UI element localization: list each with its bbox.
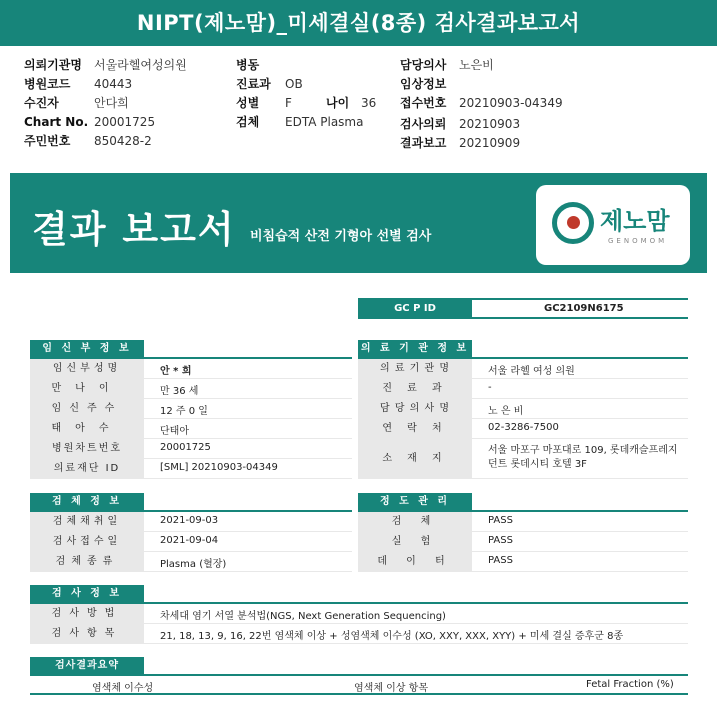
header-label: 결과보고 — [400, 136, 447, 150]
row-label: 검사접수일 — [30, 532, 144, 551]
genomom-logo — [536, 185, 690, 265]
header-label: 성별 — [236, 96, 260, 110]
logo-text: 제노맘 — [600, 207, 670, 235]
table-row — [30, 604, 688, 624]
table-row — [30, 552, 352, 572]
row-value: 12 주 0 일 — [160, 406, 208, 417]
header-label: 주민번호 — [24, 134, 71, 148]
row-value: 02-3286-7500 — [488, 422, 559, 433]
header-value: EDTA Plasma — [285, 115, 364, 129]
table-row — [30, 439, 352, 459]
institution-section-title: 의 료 기 관 정 보 — [358, 340, 472, 357]
row-value: 2021-09-04 — [160, 535, 219, 546]
gcp-id-value: GC2109N6175 — [544, 303, 624, 314]
qc-section-title: 정 도 관 리 — [358, 493, 472, 510]
row-label: 만나이 — [30, 379, 144, 398]
row-label: 의료재단 ID — [30, 459, 144, 478]
summary-column-header: 염색체 이상 항목 — [354, 683, 428, 694]
institution-table — [358, 359, 688, 479]
header-value: 20001725 — [94, 115, 156, 129]
table-row — [358, 379, 688, 399]
header-label: 검체 — [236, 115, 260, 129]
header-value: 서울라헬여성의원 — [94, 58, 187, 72]
row-label: 검체채취일 — [30, 512, 144, 531]
header-label: 검사의뢰 — [400, 117, 447, 131]
table-row — [30, 379, 352, 399]
row-label: 진 료 과 — [358, 379, 472, 398]
table-row — [30, 359, 352, 379]
table-row — [30, 624, 688, 644]
table-row — [358, 552, 688, 572]
header-label: 담당의사 — [400, 58, 447, 72]
header-label: 진료과 — [236, 77, 271, 91]
row-label: 임신부성명 — [30, 359, 144, 378]
row-label: 데 이 터 — [358, 552, 472, 571]
pregnancy-section-title: 임 신 부 정 보 — [30, 340, 144, 357]
row-value: 차세대 염기 서열 분석법(NGS, Next Generation Sequencing) — [160, 611, 446, 622]
summary-column-header: 염색체 이수성 — [92, 683, 154, 694]
age-label: 나이 — [326, 96, 350, 110]
table-row — [358, 532, 688, 552]
row-value: 만 36 세 — [160, 386, 199, 397]
table-row — [358, 512, 688, 532]
age-value: 36 — [361, 96, 377, 110]
row-value: 2021-09-03 — [160, 515, 219, 526]
header-value: 20210903-04349 — [459, 96, 563, 110]
genomom-logo-icon — [552, 202, 594, 244]
row-value: 노 은 비 — [488, 406, 524, 417]
header-label: 임상정보 — [400, 77, 447, 91]
table-row — [30, 399, 352, 419]
table-row — [30, 532, 352, 552]
row-label: 소 재 지 — [358, 439, 472, 478]
table-row — [30, 512, 352, 532]
report-banner — [10, 173, 707, 273]
header-value: OB — [285, 77, 303, 91]
row-label: 검사방법 — [30, 604, 144, 623]
row-label: 검사항목 — [30, 624, 144, 643]
specimen-section-title: 검 체 정 보 — [30, 493, 144, 510]
gcp-id-label: GC P ID — [358, 300, 472, 317]
row-value: PASS — [488, 515, 513, 526]
header-value: 20210903 — [459, 117, 521, 131]
table-row — [358, 359, 688, 379]
banner-subtitle: 비침습적 산전 기형아 선별 검사 — [250, 229, 432, 244]
header-value: 노은비 — [459, 58, 494, 72]
row-label: 연 락 처 — [358, 419, 472, 438]
summary-section-rule — [30, 674, 688, 676]
test-section-title: 검 사 정 보 — [30, 585, 144, 602]
summary-column-header: Fetal Fraction (%) — [586, 679, 674, 690]
logo-subtext: GENOMOM — [608, 237, 668, 245]
specimen-table — [30, 512, 352, 572]
header-value: 850428-2 — [94, 134, 152, 148]
row-value: 단태아 — [160, 426, 189, 437]
header-label: 의뢰기관명 — [24, 58, 82, 72]
header-label: 병동 — [236, 58, 260, 72]
summary-header-row — [30, 677, 688, 695]
table-row — [358, 399, 688, 419]
table-row — [30, 419, 352, 439]
row-value: 20001725 — [160, 442, 211, 453]
table-row — [358, 419, 688, 439]
table-row — [358, 439, 688, 479]
summary-section-title: 검사결과요약 — [30, 657, 144, 674]
row-label: 검 체 — [358, 512, 472, 531]
header-label: Chart No. — [24, 115, 89, 129]
row-value: 서울 라헬 여성 의원 — [488, 366, 575, 377]
header-col-2 — [236, 56, 396, 136]
row-label: 담 당 의 사 명 — [358, 399, 472, 418]
row-label: 검체종류 — [30, 552, 144, 571]
qc-table — [358, 512, 688, 572]
row-value: 21, 18, 13, 9, 16, 22번 염색체 이상 + 성염색체 이수성 (XO, XXY, XXX, XYY) + 미세 결실 증후군 8종 — [160, 631, 624, 642]
row-value: PASS — [488, 555, 513, 566]
header-col-3 — [400, 56, 600, 152]
header-label: 병원코드 — [24, 77, 71, 91]
header-label: 수진자 — [24, 96, 59, 110]
header-col-1 — [24, 56, 244, 152]
gcp-id-row — [358, 298, 688, 319]
row-label: 임신주수 — [30, 399, 144, 418]
row-value: Plasma (혈장) — [160, 559, 227, 570]
header-label: 접수번호 — [400, 96, 447, 110]
row-value: PASS — [488, 535, 513, 546]
report-title: NIPT(제노맘)_미세결실(8종) 검사결과보고서 — [0, 0, 717, 46]
header-value: 20210909 — [459, 136, 521, 150]
header-value: 안다희 — [94, 96, 129, 110]
test-table — [30, 604, 688, 644]
row-value: 안 * 희 — [160, 366, 192, 377]
row-label: 의 료 기 관 명 — [358, 359, 472, 378]
row-label: 태아수 — [30, 419, 144, 438]
row-value: - — [488, 382, 492, 393]
table-row — [30, 459, 352, 479]
header-value: F — [285, 96, 292, 110]
header-value: 40443 — [94, 77, 133, 91]
row-label: 실 험 — [358, 532, 472, 551]
pregnancy-table — [30, 359, 352, 479]
banner-title: 결과 보고서 — [32, 208, 236, 251]
row-label: 병원차트번호 — [30, 439, 144, 458]
row-value: [SML] 20210903-04349 — [160, 462, 278, 473]
row-value: 서울 마포구 마포대로 109, 롯데캐슬프레지던트 롯데시티 호텔 3F — [488, 445, 678, 470]
